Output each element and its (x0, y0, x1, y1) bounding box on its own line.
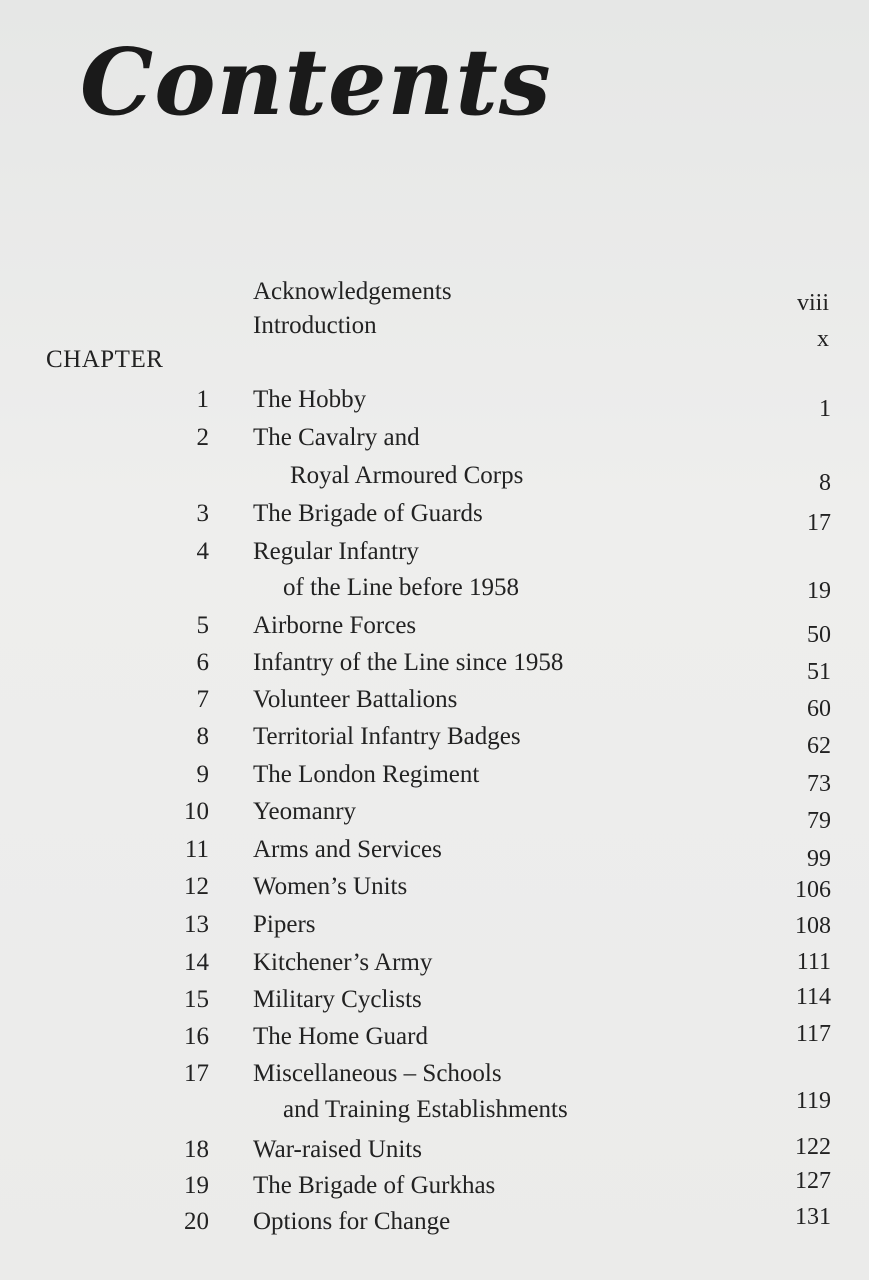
front-matter-page: x (817, 326, 829, 352)
chapter-title: The Home Guard (253, 1023, 428, 1050)
chapter-title: Infantry of the Line since 1958 (253, 649, 564, 676)
chapter-number: 5 (196, 612, 209, 639)
chapter-title-continued: and Training Establishments (283, 1096, 568, 1123)
chapter-title-continued: of the Line before 1958 (283, 574, 520, 601)
chapter-page-number: 19 (807, 578, 831, 604)
chapter-page-number: 117 (795, 1021, 831, 1047)
chapter-number: 14 (184, 949, 209, 976)
chapter-number: 4 (196, 538, 209, 565)
chapter-page-number: 51 (807, 659, 831, 685)
chapter-page-number: 108 (795, 913, 831, 939)
chapter-page-number: 119 (795, 1088, 831, 1114)
chapter-title: The Hobby (253, 386, 367, 413)
chapter-number: 20 (184, 1208, 209, 1235)
chapter-number: 12 (184, 873, 209, 900)
chapter-title: Women’s Units (253, 873, 408, 900)
chapter-title: Military Cyclists (253, 986, 422, 1013)
chapter-page-number: 127 (795, 1168, 831, 1194)
chapter-page-number: 73 (807, 771, 831, 797)
front-matter-label: Introduction (253, 312, 377, 339)
chapter-number: 13 (184, 911, 209, 938)
chapter-number: 10 (184, 798, 209, 825)
chapter-title: Yeomanry (253, 798, 357, 825)
chapter-title: The London Regiment (253, 761, 480, 788)
page-title: Contents (80, 28, 552, 136)
chapter-page-number: 62 (807, 733, 831, 759)
chapter-number: 1 (196, 386, 209, 413)
chapter-page-number: 17 (807, 510, 831, 536)
chapter-page-number: 114 (795, 984, 831, 1010)
chapter-number: 15 (184, 986, 209, 1013)
chapter-number: 7 (196, 686, 209, 713)
chapter-page-number: 106 (795, 877, 831, 903)
chapter-number: 19 (184, 1172, 209, 1199)
chapter-page-number: 50 (807, 622, 831, 648)
chapter-title: The Cavalry and (253, 424, 420, 451)
chapter-title: Airborne Forces (253, 612, 417, 639)
chapter-page-number: 131 (795, 1204, 831, 1230)
chapter-title: Arms and Services (253, 836, 442, 863)
chapter-page-number: 99 (807, 846, 831, 872)
chapter-number: 6 (196, 649, 209, 676)
chapter-number: 8 (196, 723, 209, 750)
chapter-number: 18 (184, 1136, 209, 1163)
chapter-title: The Brigade of Guards (253, 500, 483, 527)
chapter-number: 2 (196, 424, 209, 451)
chapter-title: Volunteer Battalions (253, 686, 458, 713)
chapter-title: The Brigade of Gurkhas (253, 1172, 496, 1199)
chapter-page-number: 8 (819, 470, 831, 496)
chapter-title: Pipers (253, 911, 316, 938)
front-matter-page: viii (796, 290, 829, 316)
chapter-title: War-raised Units (253, 1136, 422, 1163)
chapter-page-number: 122 (795, 1134, 831, 1160)
chapter-page-number: 1 (819, 396, 831, 422)
chapter-number: 16 (184, 1023, 209, 1050)
chapter-title-continued: Royal Armoured Corps (290, 462, 524, 489)
front-matter-label: Acknowledgements (253, 278, 452, 305)
chapter-page-number: 79 (807, 808, 831, 834)
chapter-title: Miscellaneous – Schools (253, 1060, 502, 1087)
chapter-page-number: 60 (807, 696, 831, 722)
chapter-title: Territorial Infantry Badges (253, 723, 521, 750)
chapter-number: 3 (196, 500, 209, 527)
chapter-number: 17 (184, 1060, 209, 1087)
chapter-title: Kitchener’s Army (253, 949, 433, 976)
chapter-heading: CHAPTER (46, 346, 164, 373)
chapter-title: Options for Change (253, 1208, 451, 1235)
chapter-title: Regular Infantry (253, 538, 419, 565)
chapter-page-number: 111 (796, 949, 831, 975)
chapter-number: 11 (184, 836, 209, 863)
chapter-number: 9 (196, 761, 209, 788)
